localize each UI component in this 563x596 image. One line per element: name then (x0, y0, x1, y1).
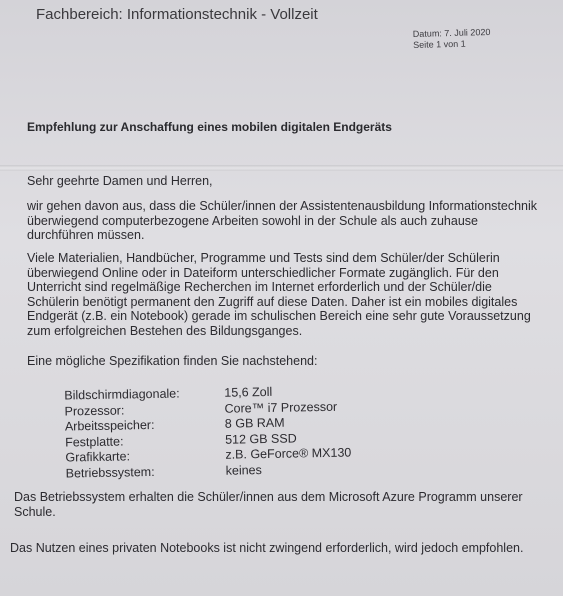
spec-label: Prozessor: (64, 402, 125, 418)
page-number: Seite 1 von 1 (413, 38, 466, 51)
spec-value: Core™ i7 Prozessor (224, 399, 338, 416)
paragraph-os: Das Betriebssystem erhalten die Schüler/innen aus dem Microsoft Azure Programm unserer Schule. (14, 490, 523, 519)
spec-intro: Eine mögliche Spezifikation finden Sie nachstehend: (27, 354, 318, 368)
spec-label: Arbeitsspeicher: (64, 417, 155, 434)
spec-value: 8 GB RAM (224, 415, 285, 431)
salutation: Sehr geehrte Damen und Herren, (27, 174, 213, 188)
spec-value: 512 GB SSD (224, 430, 297, 447)
letter-meta (413, 27, 491, 51)
paragraph-intro: wir gehen davon aus, dass die Schüler/innen der Assistentenausbildung Informationstechnik überwiegend computerbezogene Arbeiten sowohl in der Schule als auch zuhause durchführen müssen. (27, 199, 538, 242)
spec-label: Bildschirmdiagonale: (64, 386, 180, 403)
spec-list (64, 384, 352, 482)
letter-date: Datum: 7. Juli 2020 (412, 26, 491, 40)
paragraph-recommendation: Das Nutzen eines privaten Notebooks ist nicht zwingend erforderlich, wird jedoch empfohlen. (10, 541, 524, 555)
spec-value: z.B. GeForce® MX130 (225, 445, 352, 462)
spec-value: keines (225, 462, 262, 478)
spec-label: Festplatte: (65, 433, 124, 449)
spec-value: 15,6 Zoll (224, 384, 273, 400)
paragraph-materials: Viele Materialien, Handbücher, Programme und Tests sind dem Schüler/der Schülerin überwiegend Online oder in Dateiform unterschiedlicher Formate zugänglich. Für den Unterricht sind regelmäßige Recherchen im Internet erforderlich und der Schüler/die Schülerin benötigt permanent den Zugriff auf diese Daten. Daher ist ein mobiles digitales Endgerät (z.B. ein Notebook) gerade im schulischen Bereich eine sehr gute Voraussetzung zum erfolgreichen Bestehen des Bildungsganges. (27, 251, 531, 338)
letter-subject: Empfehlung zur Anschaffung eines mobilen digitalen Endgeräts (27, 120, 392, 134)
spec-label: Betriebssystem: (65, 464, 155, 480)
department-header: Fachbereich: Informationstechnik - Vollzeit (36, 6, 318, 23)
paper-fold (0, 165, 563, 171)
spec-label: Grafikkarte: (65, 449, 131, 465)
